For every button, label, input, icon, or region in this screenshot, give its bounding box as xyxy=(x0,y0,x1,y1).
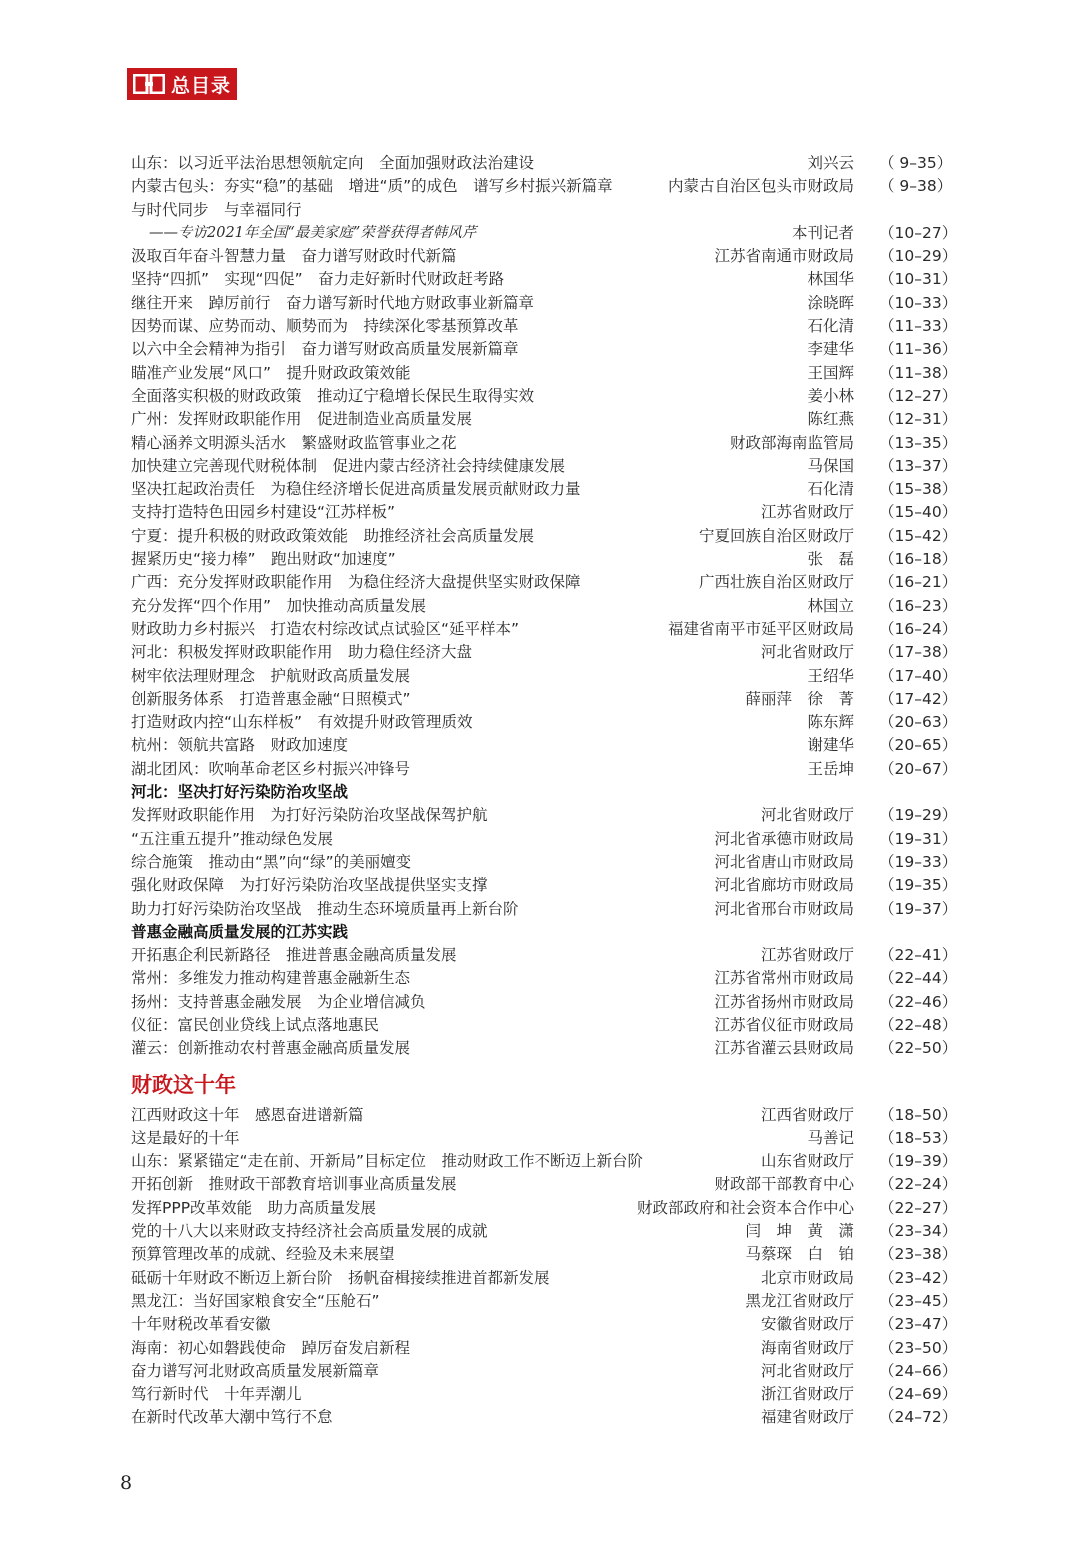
entry-author: 陈东辉 xyxy=(807,713,854,732)
entry-author: 林国立 xyxy=(807,596,854,615)
entry-page-ref: （20–67） xyxy=(879,759,958,778)
entry-page-ref: （11–33） xyxy=(879,317,958,336)
toc-entry[interactable] xyxy=(131,618,958,641)
entry-page-ref: （19–31） xyxy=(879,829,958,848)
entry-page-ref: （24–66） xyxy=(879,1361,958,1380)
toc-entry[interactable] xyxy=(131,1014,958,1037)
entry-page-ref: （10–31） xyxy=(879,270,958,289)
entry-page-ref: （16–23） xyxy=(879,596,958,615)
entry-title: 山东：以习近平法治思想领航定向 全面加强财政法治建设 xyxy=(131,154,535,172)
entry-title: 助力打好污染防治攻坚战 推动生态环境质量再上新台阶 xyxy=(131,899,519,918)
toc-entry[interactable] xyxy=(131,548,958,571)
entry-page-ref: （11–36） xyxy=(879,340,958,359)
toc-entry[interactable] xyxy=(131,152,951,175)
entry-page-ref: （10–27） xyxy=(879,223,958,242)
entry-author: 王绍华 xyxy=(807,666,854,685)
entry-author: 薛丽萍 徐 菁 xyxy=(745,689,854,708)
entry-page-ref: （22–48） xyxy=(879,1015,958,1034)
toc-entry[interactable] xyxy=(131,315,958,338)
entry-title: 广州：发挥财政职能作用 促进制造业高质量发展 xyxy=(131,410,473,429)
toc-entry[interactable] xyxy=(131,991,958,1014)
entry-page-ref: （12–27） xyxy=(879,386,958,405)
toc-entry[interactable] xyxy=(131,571,958,594)
entry-title: 打造财政内控“山东样板” 有效提升财政管理质效 xyxy=(131,713,473,732)
toc-entry[interactable] xyxy=(131,688,958,711)
entry-page-ref: （16–18） xyxy=(879,550,958,569)
entry-page-ref: （15–38） xyxy=(879,480,958,499)
entry-title: 握紧历史“接力棒” 跑出财政“加速度” xyxy=(131,550,396,569)
entry-title: 扬州：支持普惠金融发展 为企业增信减负 xyxy=(131,992,426,1011)
entry-author: 财政部政府和社会资本合作中心 xyxy=(636,1198,854,1217)
toc-entry[interactable] xyxy=(131,1313,958,1336)
entry-title: 仪征：富民创业贷线上试点落地惠民 xyxy=(131,1015,380,1034)
entry-author: 江苏省财政厅 xyxy=(760,503,854,522)
entry-title: 支持打造特色田园乡村建设“江苏样板” xyxy=(131,503,396,522)
entry-author: 黑龙江省财政厅 xyxy=(745,1291,854,1310)
toc-entry[interactable] xyxy=(131,525,958,548)
entry-author: 河北省唐山市财政局 xyxy=(714,852,854,871)
entry-author: 河北省廊坊市财政局 xyxy=(714,876,854,895)
entry-author: 安徽省财政厅 xyxy=(760,1315,854,1334)
entry-title: 坚持“四抓” 实现“四促” 奋力走好新时代财政赶考路 xyxy=(131,270,505,289)
entry-title: 强化财政保障 为打好污染防治攻坚战提供坚实支撑 xyxy=(131,876,488,895)
toc-entry[interactable] xyxy=(131,758,958,781)
toc-entry[interactable] xyxy=(131,1383,958,1406)
toc-entry[interactable] xyxy=(131,1197,958,1220)
entry-author: 江西省财政厅 xyxy=(760,1105,854,1124)
toc-entry[interactable] xyxy=(131,734,958,757)
entry-page-ref: （16–21） xyxy=(879,573,958,592)
entry-page-ref: （20–63） xyxy=(879,713,958,732)
toc-entry[interactable] xyxy=(131,1220,958,1243)
entry-page-ref: （ 9–35） xyxy=(879,154,953,172)
toc-header-badge[interactable] xyxy=(127,68,237,100)
entry-author: 财政部干部教育中心 xyxy=(714,1175,854,1194)
entry-author: 石化清 xyxy=(807,317,854,336)
entry-page-ref: （23–50） xyxy=(879,1338,958,1357)
entry-author: 刘兴云 xyxy=(807,154,854,172)
entry-title: 树牢依法理财理念 护航财政高质量发展 xyxy=(131,666,411,685)
toc-entry[interactable] xyxy=(131,967,958,990)
group-heading-text: 普惠金融高质量发展的江苏实践 xyxy=(131,922,349,941)
entry-author: 涂晓晖 xyxy=(807,293,854,312)
entry-page-ref: （13–35） xyxy=(879,433,958,452)
entry-author: 江苏省南通市财政局 xyxy=(714,247,854,266)
entry-title: 发挥PPP改革效能 助力高质量发展 xyxy=(131,1198,377,1217)
entry-title: 全面落实积极的财政政策 推动辽宁稳增长保民生取得实效 xyxy=(131,386,535,405)
entry-author: 马善记 xyxy=(807,1128,854,1147)
entry-title: 党的十八大以来财政支持经济社会高质量发展的成就 xyxy=(131,1222,488,1241)
entry-title: 江西财政这十年 感恩奋进谱新篇 xyxy=(131,1105,364,1124)
entry-page-ref: （23–38） xyxy=(879,1245,958,1264)
entry-page-ref: （22–27） xyxy=(879,1198,958,1217)
toc-entry[interactable] xyxy=(131,199,951,222)
entry-author: 河北省财政厅 xyxy=(760,643,854,662)
group-heading xyxy=(131,921,951,944)
entry-author: 林国华 xyxy=(807,270,854,289)
toc-entry[interactable] xyxy=(131,245,958,268)
entry-title: 这是最好的十年 xyxy=(131,1128,240,1147)
entry-page-ref: （18–50） xyxy=(879,1105,958,1124)
section-heading: 财政这十年 xyxy=(131,1072,236,1097)
page-number: 8 xyxy=(120,1472,133,1494)
entry-title: “五注重五提升”推动绿色发展 xyxy=(131,829,334,848)
entry-author: 马蔡琛 白 铂 xyxy=(745,1245,854,1264)
entry-page-ref: （16–24） xyxy=(879,619,958,638)
entry-author: 石化清 xyxy=(807,480,854,499)
entry-title: 山东：紧紧锚定“走在前、开新局”目标定位 推动财政工作不断迈上新台阶 xyxy=(131,1152,644,1171)
toc-entry[interactable] xyxy=(131,944,958,967)
entry-page-ref: （24–72） xyxy=(879,1408,958,1427)
entry-author: 福建省南平市延平区财政局 xyxy=(667,619,854,638)
entry-title: ——专访2021年全国“最美家庭”荣誉获得者韩风芹 xyxy=(149,224,477,241)
entry-author: 宁夏回族自治区财政厅 xyxy=(698,526,854,545)
entry-author: 李建华 xyxy=(807,340,854,359)
toc-entry[interactable] xyxy=(131,595,958,618)
toc-entry[interactable] xyxy=(131,1173,958,1196)
toc-entry[interactable] xyxy=(131,641,958,664)
entry-page-ref: （17–40） xyxy=(879,666,958,685)
entry-title: 以六中全会精神为指引 奋力谱写财政高质量发展新篇章 xyxy=(131,340,519,359)
toc-entry[interactable] xyxy=(131,1337,958,1360)
entry-title: 杭州：领航共富路 财政加速度 xyxy=(131,736,349,755)
entry-page-ref: （23–45） xyxy=(879,1291,958,1310)
entry-author: 内蒙古自治区包头市财政局 xyxy=(667,177,854,196)
entry-page-ref: （23–42） xyxy=(879,1268,958,1287)
entry-author: 浙江省财政厅 xyxy=(760,1385,854,1404)
entry-title: 坚决扛起政治责任 为稳住经济增长促进高质量发展贡献财政力量 xyxy=(131,480,581,499)
entry-title: 财政助力乡村振兴 打造农村综改试点试验区“延平样本” xyxy=(131,619,520,638)
entry-author: 马保国 xyxy=(807,456,854,475)
entry-title: 瞄准产业发展“风口” 提升财政政策效能 xyxy=(131,363,411,382)
entry-page-ref: （10–33） xyxy=(879,293,958,312)
toc-entry[interactable] xyxy=(131,1290,958,1313)
toc-entry[interactable] xyxy=(131,408,958,431)
entry-page-ref: （17–38） xyxy=(879,643,958,662)
toc-entry[interactable] xyxy=(131,828,958,851)
toc-entry[interactable] xyxy=(131,222,958,245)
entry-title: 因势而谋、应势而动、顺势而为 持续深化零基预算改革 xyxy=(131,317,519,336)
entry-title: 创新服务体系 打造普惠金融“日照模式” xyxy=(131,689,411,708)
entry-page-ref: （19–29） xyxy=(879,806,958,825)
entry-page-ref: （17–42） xyxy=(879,689,958,708)
entry-author: 王国辉 xyxy=(807,363,854,382)
toc-entry[interactable] xyxy=(131,432,958,455)
entry-title: 黑龙江：当好国家粮食安全“压舱石” xyxy=(131,1291,380,1310)
toc-entry[interactable] xyxy=(131,1127,958,1150)
entry-author: 山东省财政厅 xyxy=(760,1152,854,1171)
entry-title: 广西：充分发挥财政职能作用 为稳住经济大盘提供坚实财政保障 xyxy=(131,573,581,592)
toc-entry[interactable] xyxy=(131,1037,958,1060)
toc-entry[interactable] xyxy=(131,338,958,361)
entry-author: 河北省财政厅 xyxy=(760,1361,854,1380)
entry-title: 内蒙古包头：夯实“稳”的基础 增进“质”的成色 谱写乡村振兴新篇章 xyxy=(131,177,613,196)
group-heading-text: 河北：坚决打好污染防治攻坚战 xyxy=(131,783,349,802)
entry-author: 河北省承德市财政局 xyxy=(714,829,854,848)
toc-entry[interactable] xyxy=(131,1360,958,1383)
entry-page-ref: （11–38） xyxy=(879,363,958,382)
entry-page-ref: （13–37） xyxy=(879,456,958,475)
entry-title: 常州：多维发力推动构建普惠金融新生态 xyxy=(131,969,411,988)
toc-entry[interactable] xyxy=(131,362,958,385)
group-heading xyxy=(131,781,951,804)
entry-page-ref: （12–31） xyxy=(879,410,958,429)
entry-title: 预算管理改革的成就、经验及未来展望 xyxy=(131,1245,395,1264)
entry-page-ref: （ 9–38） xyxy=(879,177,953,196)
entry-author: 江苏省扬州市财政局 xyxy=(714,992,854,1011)
entry-title: 继往开来 踔厉前行 奋力谱写新时代地方财政事业新篇章 xyxy=(131,293,535,312)
entry-page-ref: （19–39） xyxy=(879,1152,958,1171)
entry-author: 河北省邢台市财政局 xyxy=(714,899,854,918)
entry-author: 谢建华 xyxy=(807,736,854,755)
entry-title: 海南：初心如磐践使命 踔厉奋发启新程 xyxy=(131,1338,411,1357)
header-title: 总目录 xyxy=(171,74,232,97)
entry-page-ref: （15–40） xyxy=(879,503,958,522)
toc-entry[interactable] xyxy=(131,1150,958,1173)
toc-entry[interactable] xyxy=(131,385,958,408)
entry-author: 广西壮族自治区财政厅 xyxy=(698,573,854,592)
entry-author: 姜小林 xyxy=(807,386,854,405)
entry-author: 北京市财政局 xyxy=(760,1268,854,1287)
toc-entry[interactable] xyxy=(131,455,958,478)
entry-page-ref: （22–50） xyxy=(879,1039,958,1058)
toc-entry[interactable] xyxy=(131,1406,958,1429)
entry-author: 张 磊 xyxy=(807,550,854,569)
entry-title: 宁夏：提升积极的财政政策效能 助推经济社会高质量发展 xyxy=(131,526,535,545)
entry-title: 开拓惠企利民新路径 推进普惠金融高质量发展 xyxy=(131,946,457,965)
toc-entry[interactable] xyxy=(131,804,958,827)
entry-page-ref: （24–69） xyxy=(879,1385,958,1404)
toc-entry[interactable] xyxy=(131,1243,958,1266)
entry-title: 汲取百年奋斗智慧力量 奋力谱写财政时代新篇 xyxy=(131,247,457,266)
entry-page-ref: （22–46） xyxy=(879,992,958,1011)
toc-entry[interactable] xyxy=(131,711,958,734)
toc-entry[interactable] xyxy=(131,268,958,291)
toc-entry[interactable] xyxy=(131,851,958,874)
entry-page-ref: （20–65） xyxy=(879,736,958,755)
entry-author: 江苏省常州市财政局 xyxy=(714,969,854,988)
entry-page-ref: （22–41） xyxy=(879,946,958,965)
entry-page-ref: （18–53） xyxy=(879,1128,958,1147)
table-of-contents xyxy=(131,152,958,1430)
entry-page-ref: （19–33） xyxy=(879,852,958,871)
entry-title: 砥砺十年财政不断迈上新台阶 扬帆奋楫接续推进首都新发展 xyxy=(131,1268,550,1287)
book-icon xyxy=(133,68,167,100)
entry-page-ref: （23–34） xyxy=(879,1222,958,1241)
entry-title: 在新时代改革大潮中笃行不怠 xyxy=(131,1408,333,1427)
entry-page-ref: （22–24） xyxy=(879,1175,958,1194)
toc-entry[interactable] xyxy=(131,898,958,921)
entry-author: 福建省财政厅 xyxy=(760,1408,854,1427)
toc-entry[interactable] xyxy=(131,1267,958,1290)
entry-author: 河北省财政厅 xyxy=(760,806,854,825)
entry-title: 灌云：创新推动农村普惠金融高质量发展 xyxy=(131,1039,411,1058)
entry-author: 王岳坤 xyxy=(807,759,854,778)
entry-title: 充分发挥“四个作用” 加快推动高质量发展 xyxy=(131,596,427,615)
toc-entry[interactable] xyxy=(131,665,958,688)
toc-entry[interactable] xyxy=(131,501,958,524)
entry-author: 江苏省灌云县财政局 xyxy=(714,1039,854,1058)
entry-title: 发挥财政职能作用 为打好污染防治攻坚战保驾护航 xyxy=(131,806,488,825)
entry-title: 十年财税改革看安徽 xyxy=(131,1315,271,1334)
entry-author: 闫 坤 黄 潇 xyxy=(745,1222,854,1241)
toc-entry[interactable] xyxy=(131,874,958,897)
entry-title: 加快建立完善现代财税体制 促进内蒙古经济社会持续健康发展 xyxy=(131,456,566,475)
entry-title: 开拓创新 推财政干部教育培训事业高质量发展 xyxy=(131,1175,457,1194)
entry-page-ref: （23–47） xyxy=(879,1315,958,1334)
entry-author: 江苏省财政厅 xyxy=(760,946,854,965)
entry-author: 财政部海南监管局 xyxy=(729,433,854,452)
entry-title: 综合施策 推动由“黑”向“绿”的美丽嬗变 xyxy=(131,852,412,871)
toc-entry[interactable] xyxy=(131,292,958,315)
entry-author: 陈红燕 xyxy=(807,410,854,429)
entry-page-ref: （15–42） xyxy=(879,526,958,545)
entry-page-ref: （19–37） xyxy=(879,899,958,918)
entry-title: 湖北团风：吹响革命老区乡村振兴冲锋号 xyxy=(131,759,411,778)
entry-page-ref: （22–44） xyxy=(879,969,958,988)
entry-author: 海南省财政厅 xyxy=(760,1338,854,1357)
entry-title: 与时代同步 与幸福同行 xyxy=(131,200,302,219)
entry-title: 河北：积极发挥财政职能作用 助力稳住经济大盘 xyxy=(131,643,473,662)
toc-entry[interactable] xyxy=(131,478,958,501)
entry-author: 本刊记者 xyxy=(791,223,854,242)
toc-entry[interactable] xyxy=(131,175,951,198)
entry-title: 精心涵养文明源头活水 繁盛财政监管事业之花 xyxy=(131,433,457,452)
entry-author: 江苏省仪征市财政局 xyxy=(714,1015,854,1034)
entry-page-ref: （10–29） xyxy=(879,247,958,266)
entry-title: 奋力谱写河北财政高质量发展新篇章 xyxy=(131,1361,380,1380)
toc-entry[interactable] xyxy=(131,1104,958,1127)
entry-page-ref: （19–35） xyxy=(879,876,958,895)
entry-title: 笃行新时代 十年弄潮儿 xyxy=(131,1385,302,1404)
